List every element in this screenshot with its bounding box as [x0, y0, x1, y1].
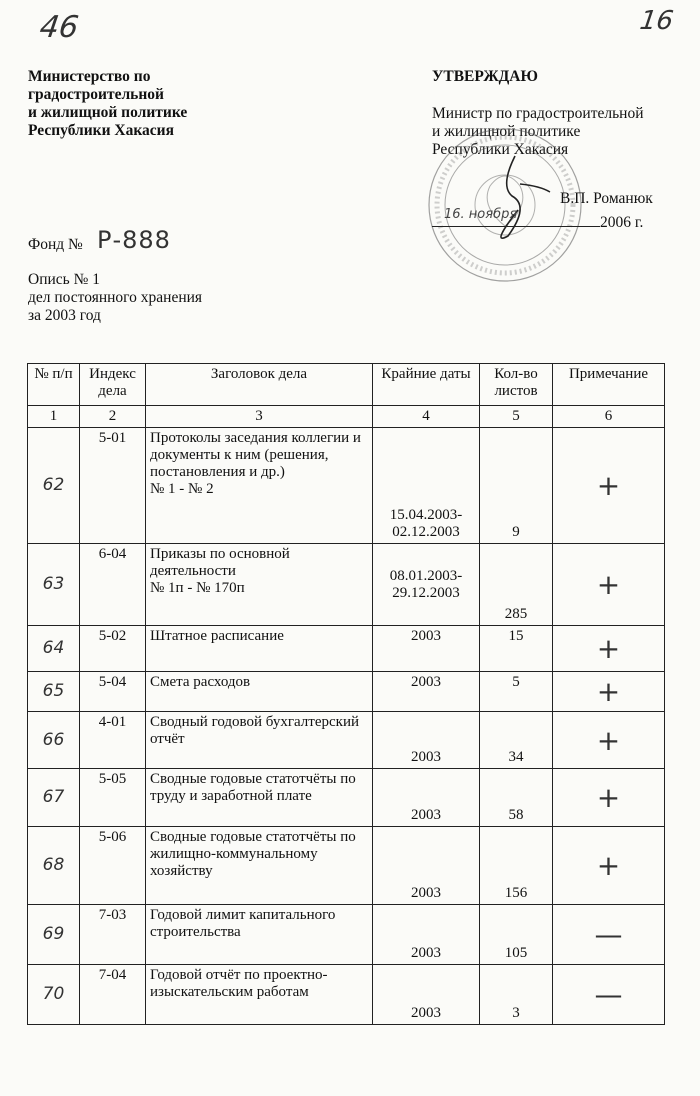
inventory-description	[28, 271, 202, 325]
row-title: Сводные годовые статотчёты по жилищно-коммунальному хозяйству	[146, 827, 373, 905]
org-line: и жилищной политике	[28, 104, 188, 121]
handwritten-row-number: 69	[42, 924, 65, 944]
col-number: 2	[80, 406, 146, 428]
row-index: 4-01	[80, 712, 146, 769]
table-row	[28, 769, 665, 827]
inventory-table	[27, 363, 665, 1025]
row-sheets: 15	[480, 626, 553, 672]
org-line: Министерство по	[28, 68, 151, 85]
fond-label: Фонд №	[28, 236, 83, 253]
org-line: градостроительной	[28, 86, 164, 103]
row-title-subtext: № 1п - № 170п	[150, 580, 245, 596]
row-title: Годовой отчёт по проектно-изыскательским работам	[146, 965, 373, 1025]
row-note-mark: +	[553, 712, 665, 769]
header-title: Заголовок дела	[146, 364, 373, 406]
row-title	[146, 544, 373, 626]
table-row	[28, 544, 665, 626]
row-dates: 2003	[373, 827, 480, 905]
approval-year: 2006 г.	[600, 214, 644, 231]
row-note-mark: +	[553, 544, 665, 626]
opis-line: за 2003 год	[28, 307, 101, 324]
handwritten-row-number: 64	[42, 638, 65, 658]
approve-line: и жилищной политике	[432, 123, 581, 140]
row-dates: 2003	[373, 672, 480, 712]
row-note-mark: —	[553, 905, 665, 965]
row-note-mark: +	[553, 769, 665, 827]
col-number: 3	[146, 406, 373, 428]
row-title: Годовой лимит капитального строительства	[146, 905, 373, 965]
table-row	[28, 712, 665, 769]
row-title-text: Протоколы заседания коллегии и документы к ним (решения, постановления и др.)	[150, 430, 361, 480]
row-title: Смета расходов	[146, 672, 373, 712]
col-number: 6	[553, 406, 665, 428]
fond-number: Р-888	[97, 226, 171, 254]
col-number: 5	[480, 406, 553, 428]
row-note-mark: +	[553, 626, 665, 672]
handwritten-row-number: 67	[42, 787, 65, 807]
header-dates: Крайние даты	[373, 364, 480, 406]
row-title: Сводный годовой бухгалтерский отчёт	[146, 712, 373, 769]
row-sheets: 3	[480, 965, 553, 1025]
handwritten-row-number: 66	[42, 729, 65, 750]
archive-page-number-right: 16	[637, 6, 676, 36]
header-num: № п/п	[28, 364, 80, 406]
table-row	[28, 965, 665, 1025]
row-dates: 08.01.2003-29.12.2003	[373, 544, 480, 626]
table-row	[28, 672, 665, 712]
approve-title: УТВЕРЖДАЮ	[432, 68, 538, 85]
row-note-mark: +	[553, 672, 665, 712]
row-title: Сводные годовые статотчёты по труду и заработной плате	[146, 769, 373, 827]
col-number: 1	[28, 406, 80, 428]
approve-line: Республики Хакасия	[432, 141, 569, 158]
table-row	[28, 626, 665, 672]
row-dates: 2003	[373, 965, 480, 1025]
approval-date	[432, 207, 644, 232]
opis-line: дел постоянного хранения	[28, 289, 203, 306]
row-title-text: Приказы по основной деятельности	[150, 546, 290, 579]
row-index: 5-04	[80, 672, 146, 712]
row-note-mark: —	[553, 965, 665, 1025]
handwritten-date: 16. ноября	[444, 207, 518, 222]
row-sheets: 156	[480, 827, 553, 905]
row-dates: 2003	[373, 712, 480, 769]
row-index: 5-02	[80, 626, 146, 672]
header-note: Примечание	[553, 364, 665, 406]
header-sheets: Кол-во листов	[480, 364, 553, 406]
approve-line: Министр по градостроительной	[432, 105, 644, 122]
col-number: 4	[373, 406, 480, 428]
org-line: Республики Хакасия	[28, 122, 175, 139]
row-sheets: 9	[480, 428, 553, 544]
row-title-subtext: № 1 - № 2	[150, 481, 214, 497]
handwritten-row-number: 63	[42, 574, 65, 594]
row-index: 6-04	[80, 544, 146, 626]
header-index: Индекс дела	[80, 364, 146, 406]
row-index: 7-03	[80, 905, 146, 965]
row-title: Штатное расписание	[146, 626, 373, 672]
row-index: 5-01	[80, 428, 146, 544]
table-row	[28, 827, 665, 905]
row-sheets: 58	[480, 769, 553, 827]
row-dates: 15.04.2003-02.12.2003	[373, 428, 480, 544]
row-sheets: 105	[480, 905, 553, 965]
organization-name	[28, 68, 187, 140]
row-dates: 2003	[373, 905, 480, 965]
table-row	[28, 905, 665, 965]
row-dates: 2003	[373, 769, 480, 827]
handwritten-row-number: 70	[42, 984, 65, 1004]
row-note-mark: +	[553, 428, 665, 544]
handwritten-row-number: 65	[42, 681, 65, 701]
handwritten-row-number: 62	[42, 475, 65, 495]
row-index: 5-06	[80, 827, 146, 905]
row-title	[146, 428, 373, 544]
archive-page-number-left: 46	[37, 10, 81, 45]
row-sheets: 5	[480, 672, 553, 712]
row-sheets: 34	[480, 712, 553, 769]
signer-name: В.П. Романюк	[560, 190, 653, 207]
table-row	[28, 428, 665, 544]
opis-line: Опись № 1	[28, 271, 101, 288]
row-dates: 2003	[373, 626, 480, 672]
row-sheets: 285	[480, 544, 553, 626]
row-index: 7-04	[80, 965, 146, 1025]
row-index: 5-05	[80, 769, 146, 827]
handwritten-row-number: 68	[42, 855, 65, 875]
date-underline	[432, 207, 600, 227]
row-note-mark: +	[553, 827, 665, 905]
